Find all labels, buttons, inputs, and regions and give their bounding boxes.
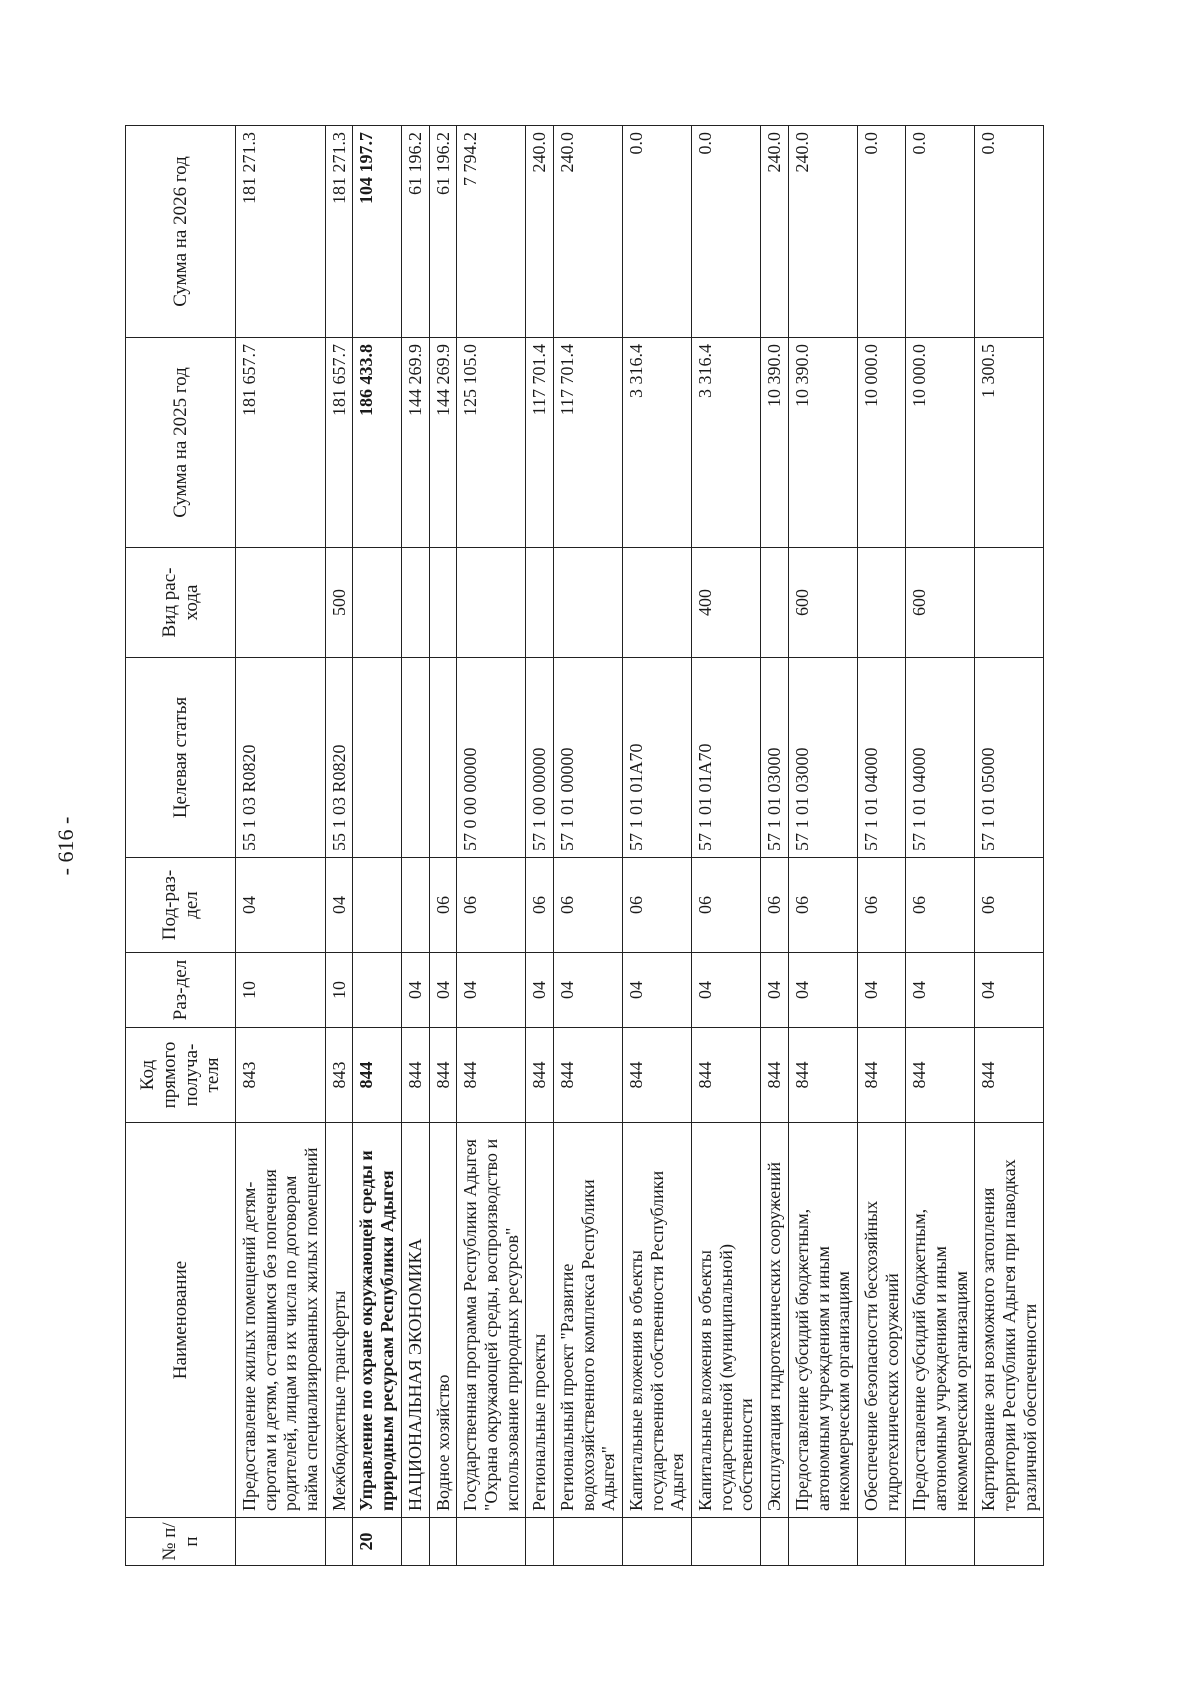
header-razdel: Раз-дел: [126, 953, 236, 1028]
table-header-row: [126, 126, 236, 1566]
cell-name: Обеспечение безопасности бесхозяйных гидротехнических сооружений: [857, 1123, 905, 1518]
cell-name: НАЦИОНАЛЬНАЯ ЭКОНОМИКА: [401, 1123, 429, 1518]
cell-recipient-code: 844: [692, 1028, 761, 1123]
cell-sum-2026: 240.0: [788, 126, 857, 338]
cell-razdel: 10: [236, 953, 326, 1028]
cell-num: [692, 1518, 761, 1566]
cell-sum-2025: 181 657.7: [236, 338, 326, 548]
cell-num: [401, 1518, 429, 1566]
table-row: [457, 126, 526, 1566]
cell-sum-2025: 10 390.0: [761, 338, 789, 548]
header-recipient-code: Код прямого получа-теля: [126, 1028, 236, 1123]
cell-num: [457, 1518, 526, 1566]
table-row: [325, 126, 353, 1566]
cell-razdel: 04: [623, 953, 692, 1028]
cell-podrazdel: 06: [457, 858, 526, 953]
cell-num: 20: [353, 1518, 401, 1566]
cell-podrazdel: [401, 858, 429, 953]
cell-recipient-code: 844: [761, 1028, 789, 1123]
cell-sum-2026: 240.0: [553, 126, 622, 338]
cell-num: [325, 1518, 353, 1566]
cell-recipient-code: 844: [429, 1028, 457, 1123]
header-sum-2025: Сумма на 2025 год: [126, 338, 236, 548]
cell-sum-2025: 10 390.0: [788, 338, 857, 548]
header-name: Наименование: [126, 1123, 236, 1518]
cell-sum-2025: 125 105.0: [457, 338, 526, 548]
cell-target-article: 57 1 01 04000: [906, 658, 975, 858]
cell-sum-2026: 181 271.3: [325, 126, 353, 338]
table-body: [236, 126, 1044, 1566]
cell-podrazdel: 06: [857, 858, 905, 953]
cell-name: Капитальные вложения в объекты государственной собственности Республики Адыгея: [623, 1123, 692, 1518]
cell-target-article: 57 1 00 00000: [526, 658, 554, 858]
cell-target-article: 55 1 03 R0820: [236, 658, 326, 858]
cell-target-article: 57 1 01 01А70: [623, 658, 692, 858]
cell-razdel: 04: [788, 953, 857, 1028]
table-row: [692, 126, 761, 1566]
cell-name: Региональный проект "Развитие водохозяйственного комплекса Республики Адыгея": [553, 1123, 622, 1518]
cell-name: Предоставление субсидий бюджетным, автономным учреждениям и иным некоммерческим организациям: [906, 1123, 975, 1518]
cell-expense-type: [236, 548, 326, 658]
header-expense-type: Вид рас-хода: [126, 548, 236, 658]
cell-expense-type: [353, 548, 401, 658]
cell-num: [429, 1518, 457, 1566]
table-row: [236, 126, 326, 1566]
cell-razdel: 04: [401, 953, 429, 1028]
cell-num: [623, 1518, 692, 1566]
cell-sum-2025: 144 269.9: [401, 338, 429, 548]
table-row: [429, 126, 457, 1566]
cell-expense-type: [526, 548, 554, 658]
cell-sum-2025: 181 657.7: [325, 338, 353, 548]
cell-target-article: 57 1 01 03000: [761, 658, 789, 858]
cell-name: Предоставление жилых помещений детям-сиротам и детям, оставшимся без попечения родителей, лицам из их числа по договорам найма специализированных жилых помещений: [236, 1123, 326, 1518]
cell-sum-2026: 7 794.2: [457, 126, 526, 338]
cell-podrazdel: 04: [325, 858, 353, 953]
cell-name: Межбюджетные трансферты: [325, 1123, 353, 1518]
cell-sum-2026: 0.0: [906, 126, 975, 338]
page-number: - 616 -: [53, 816, 78, 876]
cell-recipient-code: 844: [623, 1028, 692, 1123]
cell-target-article: 57 1 01 03000: [788, 658, 857, 858]
cell-sum-2025: 3 316.4: [623, 338, 692, 548]
cell-name: Водное хозяйство: [429, 1123, 457, 1518]
table-row: [401, 126, 429, 1566]
cell-expense-type: 500: [325, 548, 353, 658]
cell-expense-type: 600: [906, 548, 975, 658]
cell-sum-2025: 10 000.0: [857, 338, 905, 548]
cell-target-article: 57 1 01 00000: [553, 658, 622, 858]
cell-sum-2025: 3 316.4: [692, 338, 761, 548]
cell-podrazdel: 06: [788, 858, 857, 953]
header-target-article: Целевая статья: [126, 658, 236, 858]
cell-sum-2026: 61 196.2: [401, 126, 429, 338]
cell-expense-type: [975, 548, 1044, 658]
cell-podrazdel: 06: [553, 858, 622, 953]
cell-target-article: 55 1 03 R0820: [325, 658, 353, 858]
cell-num: [761, 1518, 789, 1566]
cell-sum-2025: 117 701.4: [553, 338, 622, 548]
cell-expense-type: 600: [788, 548, 857, 658]
budget-table-container: [125, 126, 1075, 1566]
cell-expense-type: [623, 548, 692, 658]
cell-recipient-code: 844: [526, 1028, 554, 1123]
cell-podrazdel: 06: [429, 858, 457, 953]
cell-razdel: 04: [692, 953, 761, 1028]
cell-num: [906, 1518, 975, 1566]
cell-sum-2026: 240.0: [526, 126, 554, 338]
cell-sum-2025: 10 000.0: [906, 338, 975, 548]
cell-recipient-code: 843: [325, 1028, 353, 1123]
cell-razdel: 04: [857, 953, 905, 1028]
cell-razdel: 04: [975, 953, 1044, 1028]
table-row: [353, 126, 401, 1566]
cell-podrazdel: 04: [236, 858, 326, 953]
cell-razdel: [353, 953, 401, 1028]
cell-expense-type: [857, 548, 905, 658]
cell-razdel: 04: [457, 953, 526, 1028]
header-podrazdel: Под-раз-дел: [126, 858, 236, 953]
cell-recipient-code: 844: [906, 1028, 975, 1123]
cell-recipient-code: 844: [553, 1028, 622, 1123]
cell-target-article: 57 1 01 01А70: [692, 658, 761, 858]
cell-recipient-code: 844: [353, 1028, 401, 1123]
cell-razdel: 04: [906, 953, 975, 1028]
cell-expense-type: [429, 548, 457, 658]
cell-sum-2025: 144 269.9: [429, 338, 457, 548]
table-row: [975, 126, 1044, 1566]
cell-razdel: 04: [553, 953, 622, 1028]
table-row: [623, 126, 692, 1566]
table-row: [761, 126, 789, 1566]
cell-num: [788, 1518, 857, 1566]
cell-sum-2025: 1 300.5: [975, 338, 1044, 548]
cell-podrazdel: 06: [692, 858, 761, 953]
cell-podrazdel: 06: [906, 858, 975, 953]
header-num: № п/п: [126, 1518, 236, 1566]
cell-target-article: [429, 658, 457, 858]
cell-razdel: 04: [526, 953, 554, 1028]
cell-podrazdel: 06: [623, 858, 692, 953]
table-row: [788, 126, 857, 1566]
cell-expense-type: [401, 548, 429, 658]
cell-num: [236, 1518, 326, 1566]
cell-recipient-code: 844: [457, 1028, 526, 1123]
cell-sum-2026: 0.0: [857, 126, 905, 338]
table-row: [906, 126, 975, 1566]
cell-podrazdel: 06: [761, 858, 789, 953]
cell-name: Государственная программа Республики Адыгея "Охрана окружающей среды, воспроизводство и использование природных ресурсов": [457, 1123, 526, 1518]
cell-podrazdel: [353, 858, 401, 953]
cell-target-article: 57 1 01 05000: [975, 658, 1044, 858]
header-sum-2026: Сумма на 2026 год: [126, 126, 236, 338]
cell-expense-type: [457, 548, 526, 658]
cell-sum-2026: 181 271.3: [236, 126, 326, 338]
cell-expense-type: [761, 548, 789, 658]
table-row: [553, 126, 622, 1566]
cell-podrazdel: 06: [526, 858, 554, 953]
cell-sum-2026: 240.0: [761, 126, 789, 338]
cell-recipient-code: 844: [975, 1028, 1044, 1123]
cell-recipient-code: 844: [788, 1028, 857, 1123]
cell-target-article: 57 1 01 04000: [857, 658, 905, 858]
cell-target-article: [401, 658, 429, 858]
cell-name: Капитальные вложения в объекты государственной (муниципальной) собственности: [692, 1123, 761, 1518]
cell-name: Эксплуатация гидротехнических сооружений: [761, 1123, 789, 1518]
cell-name: Предоставление субсидий бюджетным, автономным учреждениям и иным некоммерческим организациям: [788, 1123, 857, 1518]
cell-num: [553, 1518, 622, 1566]
cell-target-article: [353, 658, 401, 858]
cell-name: Управление по охране окружающей среды и природным ресурсам Республики Адыгея: [353, 1123, 401, 1518]
cell-name: Картирование зон возможного затопления территории Республики Адыгея при паводках различной обеспеченности: [975, 1123, 1044, 1518]
cell-num: [857, 1518, 905, 1566]
table-row: [857, 126, 905, 1566]
cell-expense-type: 400: [692, 548, 761, 658]
cell-razdel: 10: [325, 953, 353, 1028]
budget-table: [125, 125, 1044, 1566]
cell-sum-2026: 0.0: [692, 126, 761, 338]
table-row: [526, 126, 554, 1566]
cell-recipient-code: 844: [401, 1028, 429, 1123]
cell-expense-type: [553, 548, 622, 658]
cell-sum-2025: 186 433.8: [353, 338, 401, 548]
cell-sum-2026: 61 196.2: [429, 126, 457, 338]
cell-num: [975, 1518, 1044, 1566]
cell-sum-2025: 117 701.4: [526, 338, 554, 548]
cell-razdel: 04: [761, 953, 789, 1028]
cell-name: Региональные проекты: [526, 1123, 554, 1518]
cell-recipient-code: 843: [236, 1028, 326, 1123]
cell-razdel: 04: [429, 953, 457, 1028]
cell-recipient-code: 844: [857, 1028, 905, 1123]
cell-num: [526, 1518, 554, 1566]
cell-sum-2026: 0.0: [975, 126, 1044, 338]
cell-sum-2026: 0.0: [623, 126, 692, 338]
cell-sum-2026: 104 197.7: [353, 126, 401, 338]
cell-podrazdel: 06: [975, 858, 1044, 953]
cell-target-article: 57 0 00 00000: [457, 658, 526, 858]
